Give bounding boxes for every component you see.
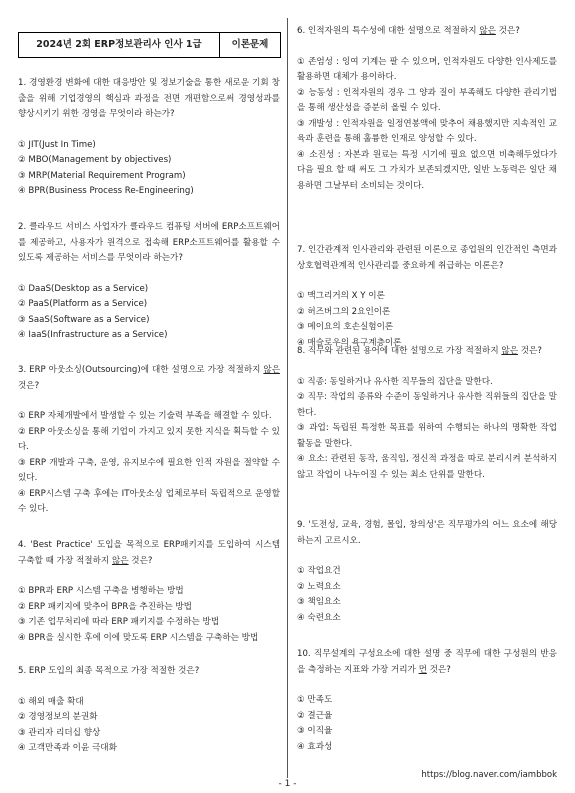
stem-text: 10. 직무설계의 구성요소에 대한 설명 중 직무에 대한 구성원의 반응을 측정하는 지표와 가장 거리가 [297, 649, 557, 675]
option-list [18, 695, 280, 757]
option-list [297, 289, 557, 351]
question-6 [297, 24, 557, 194]
section-tag: 이론문제 [231, 39, 269, 51]
option-1[interactable]: ① 작업요건 [297, 566, 341, 576]
option-1[interactable]: ① 직종: 동일하거나 유사한 직무들의 집단을 말한다. [297, 376, 493, 387]
question-9 [297, 518, 557, 626]
option-1[interactable]: ① BPR과 ERP 시스템 구축을 병행하는 방법 [18, 586, 184, 596]
question-5 [18, 664, 280, 757]
column-divider [287, 18, 288, 778]
question-stem: 5. ERP 도입의 최종 목적으로 가장 적절한 것은? [18, 666, 200, 676]
option-list [18, 584, 280, 646]
option-3[interactable]: ③ 기존 업무처리에 따라 ERP 패키지를 수정하는 방법 [18, 617, 220, 627]
option-4[interactable]: ④ BPR(Business Process Re-Engineering) [18, 186, 194, 196]
question-8 [297, 344, 557, 483]
option-1[interactable]: ① JIT(Just In Time) [18, 139, 96, 150]
option-list [297, 55, 557, 195]
stem-text-end: 것은? [128, 555, 153, 566]
stem-text: 6. 인적자원의 특수성에 대한 설명으로 적절하지 [297, 26, 480, 36]
question-7 [297, 243, 557, 351]
option-4[interactable]: ④ ERP시스템 구축 후에는 IT아웃소싱 업체로부터 독립적으로 운영할 수 있다. [18, 488, 280, 514]
option-list [297, 375, 557, 484]
question-stem [297, 24, 557, 40]
exam-header [18, 32, 281, 58]
stem-emphasis: 않은 [111, 555, 129, 566]
option-4[interactable]: ④ 고객만족과 이윤 극대화 [18, 743, 117, 753]
source-url: https://blog.naver.com/iambbok [421, 770, 557, 780]
option-3[interactable]: ③ SaaS(Software as a Service) [18, 314, 150, 325]
option-list [18, 409, 280, 518]
option-2[interactable]: ② 경영정보의 분권화 [18, 712, 98, 722]
stem-text: 3. ERP 아웃소싱(Outsourcing)에 대한 설명으로 가장 적절하지 [18, 365, 264, 375]
option-2[interactable]: ② 결근율 [297, 710, 333, 721]
question-stem [18, 538, 280, 569]
page-number: - 1 - [278, 779, 297, 789]
option-list [297, 564, 557, 626]
question-10 [297, 647, 557, 755]
option-3[interactable]: ③ 과업: 독립된 특정한 목표를 위하여 수행되는 하나의 명확한 작업 활동을 말한다. [297, 423, 557, 449]
option-3[interactable]: ③ 개발성 : 인적자원을 일정연봉액에 맞추어 채용했지만 지속적인 교육과 훈련을 통해 훌륭한 인재로 양성할 수 있다. [297, 118, 557, 144]
option-list [297, 693, 557, 755]
question-stem: 1. 경영환경 변화에 대한 대응방안 및 정보기술을 통한 새로운 기회 창출을 위해 기업경영의 핵심과 과정을 전면 개편함으로써 경영성과를 향상시키기 위한 경영을 무엇이라 하는가? [18, 78, 280, 119]
option-2[interactable]: ② ERP 패키지에 맞추어 BPR을 추진하는 방법 [18, 601, 192, 612]
stem-text: 4. 'Best Practice' 도입을 목적으로 ERP패키지를 도입하여 시스템 구축할 때 가장 적절하지 [18, 540, 280, 566]
option-1[interactable]: ① 만족도 [297, 695, 333, 705]
option-1[interactable]: ① 맥그리거의 X Y 이론 [297, 291, 385, 301]
question-2 [18, 220, 280, 344]
option-4[interactable]: ④ 소진성 : 자본과 원료는 특정 시기에 필요 없으면 비축해두었다가 다음 필요 할 때 써도 그 가치가 보존되겠지만, 일반 노동력은 일단 채용하면 그날부터 소비되는 것이다. [297, 149, 557, 191]
question-stem [297, 647, 557, 678]
question-stem [297, 344, 557, 360]
stem-text: 8. 직무와 관련된 용어에 대한 설명으로 가장 적절하지 [297, 346, 502, 356]
option-4[interactable]: ④ IaaS(Infrastructure as a Service) [18, 330, 168, 340]
question-3 [18, 363, 280, 518]
option-4[interactable]: ④ 효과성 [297, 741, 333, 752]
option-4[interactable]: ④ 요소: 관련된 동작, 움직임, 정신적 과정을 따로 분리시켜 분석하지 않고 작업이 나누어질 수 있는 최소 단위를 말한다. [297, 454, 557, 480]
stem-text-end: 것은? [426, 664, 451, 675]
exam-title: 2024년 2회 ERP정보관리사 인사 1급 [19, 33, 220, 57]
option-2[interactable]: ② 노력요소 [297, 581, 341, 592]
option-2[interactable]: ② 직무: 작업의 종류와 수준이 동일하거나 유사한 직위들의 집단을 말한다. [297, 392, 557, 418]
stem-text-end: 것은? [495, 26, 520, 36]
option-3[interactable]: ③ 책임요소 [297, 597, 341, 607]
option-1[interactable]: ① 해외 매출 확대 [18, 696, 84, 707]
question-1 [18, 76, 280, 200]
stem-emphasis: 먼 [418, 664, 427, 675]
option-2[interactable]: ② MBO(Management by objectives) [18, 155, 172, 165]
option-4[interactable]: ④ BPR을 실시한 후에 이에 맞도록 ERP 시스템을 구축하는 방법 [18, 632, 259, 643]
stem-text-end: 것은? [518, 346, 542, 356]
option-3[interactable]: ③ ERP 개발과 구축, 운영, 유지보수에 필요한 인적 자원을 절약할 수 있다. [18, 457, 280, 483]
question-stem [18, 363, 280, 394]
option-2[interactable]: ② 허즈버그의 2요인이론 [297, 306, 391, 317]
option-1[interactable]: ① ERP 자체개발에서 발생할 수 있는 기술력 부족을 해결할 수 있다. [18, 411, 272, 421]
option-1[interactable]: ① 존엄성 : 잉여 기계는 팔 수 있으며, 인적자원도 다양한 인사제도를 활용하면 대체가 용이하다. [297, 56, 557, 82]
option-2[interactable]: ② ERP 아웃소싱을 통해 기업이 가지고 있지 못한 지식을 획득할 수 있다. [18, 426, 280, 452]
stem-emphasis: 않은 [501, 346, 518, 356]
option-2[interactable]: ② 능동성 : 인적자원의 경우 그 양과 질이 부족해도 다양한 관리기법을 통해 생산성을 증분히 올릴 수 있다. [297, 87, 557, 113]
question-stem: 9. '도전성, 교육, 경험, 몰입, 창의성'은 직무평가의 어느 요소에 해당하는지 고르시오. [297, 520, 557, 546]
option-3[interactable]: ③ 관리자 리더십 향상 [18, 727, 101, 738]
question-stem: 7. 인간관계적 인사관리와 관련된 이론으로 종업원의 인간적인 측면과 상호협력관계적 인사관리를 중요하게 취급하는 이론은? [297, 245, 557, 271]
option-1[interactable]: ① DaaS(Desktop as a Service) [18, 283, 149, 294]
option-4[interactable]: ④ 매슬로우의 욕구계층이론 [297, 337, 402, 348]
option-list [18, 138, 280, 200]
stem-emphasis: 않은 [263, 365, 280, 375]
stem-text-end: 것은? [18, 380, 40, 391]
option-3[interactable]: ③ MRP(Material Requirement Program) [18, 170, 186, 181]
stem-emphasis: 않은 [479, 26, 496, 36]
option-4[interactable]: ④ 숙련요소 [297, 612, 341, 623]
option-list [18, 282, 280, 344]
option-3[interactable]: ③ 이직율 [297, 726, 333, 736]
question-4 [18, 538, 280, 646]
question-stem: 2. 클라우드 서비스 사업자가 클라우드 컴퓨팅 서버에 ERP소프트웨어를 제공하고, 사용자가 원격으로 접속해 ERP소프트웨어를 활용할 수 있도록 제공하는 서비스를 무엇이라 하는가? [18, 222, 280, 263]
option-2[interactable]: ② PaaS(Platform as a Service) [18, 299, 148, 309]
option-3[interactable]: ③ 메이요의 호손실험이론 [297, 322, 394, 332]
